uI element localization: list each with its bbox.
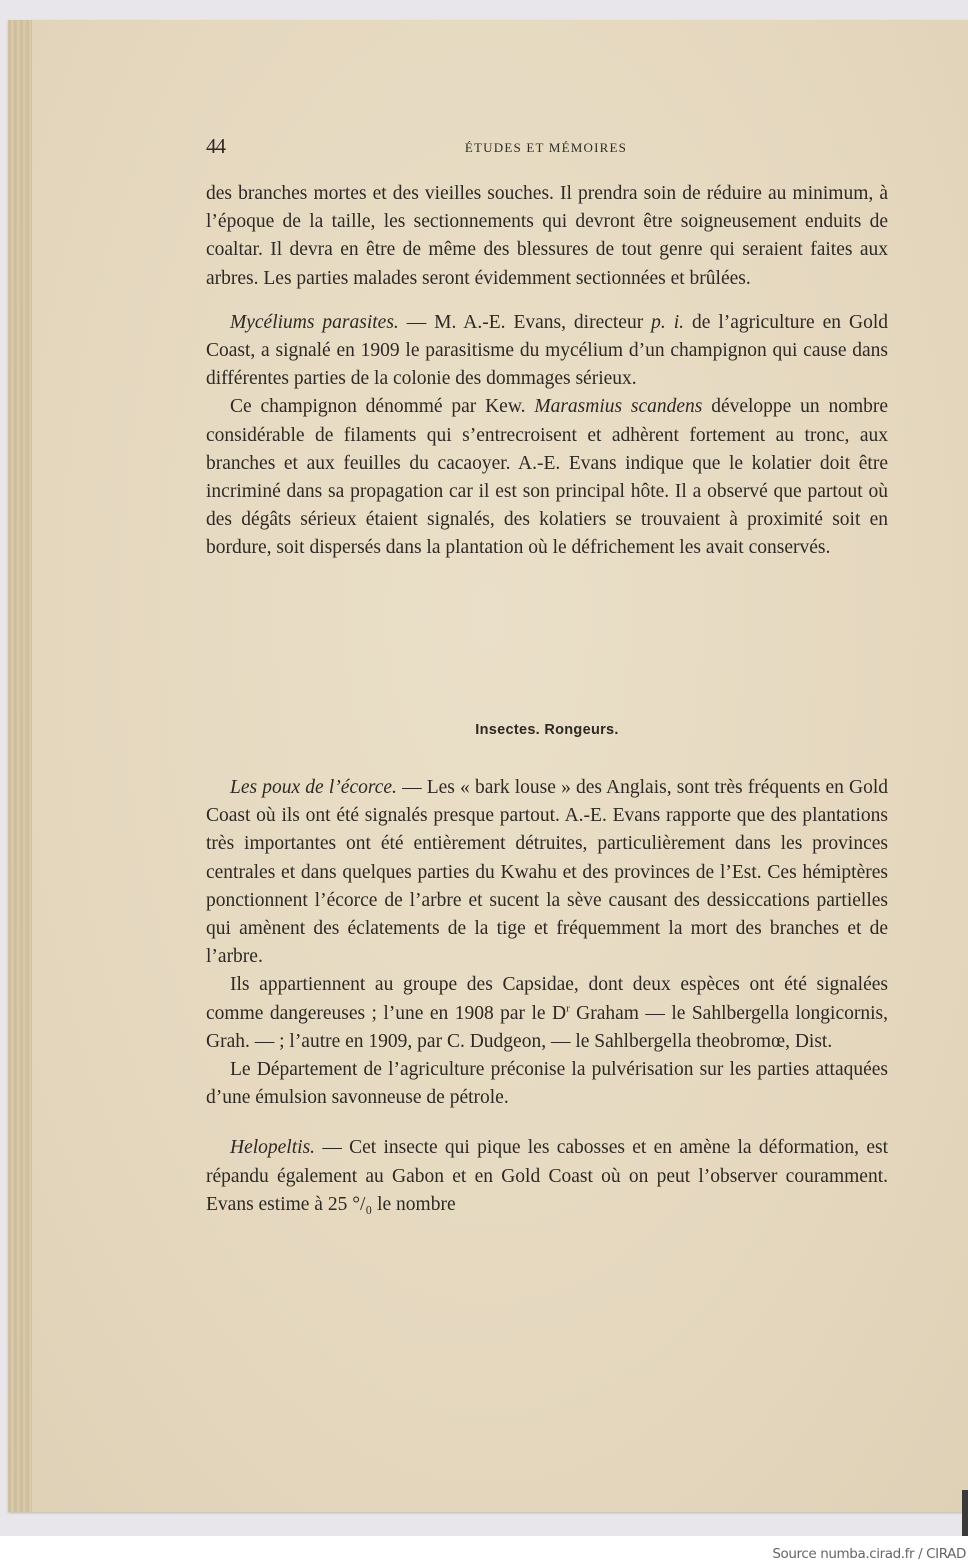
mycelium-title: Mycéliums parasites. xyxy=(230,311,399,333)
bark-louse-title: Les poux de l’écorce. xyxy=(230,777,397,798)
paragraph-helopeltis: Helopeltis. — Cet insecte qui pique les cabosses et en amène la déformation, est répandu également au Gabon et en Gold Coast où on peut l’observer couramment. Evans estime à 25 °/₀ le nombre xyxy=(206,1137,888,1215)
page-number: 44 xyxy=(206,134,225,158)
running-head xyxy=(206,134,886,158)
paragraph-pruning: des branches mortes et des vieilles souches. Il prendra soin de réduire au minimum, à l’époque de la taille, les sectionnements qui devront être soigneusement enduits de coaltar. Il devra en être de même des blessures de tout genre qui seraient faites aux arbres. Les parties malades seront évidemment sectionnées et brûlées. xyxy=(206,183,888,289)
paragraph-mycelium-2: Ce champignon dénommé par Kew. Marasmius scandens développe un nombre considérable de filaments qui s’entrecroisent et adhèrent fortement au tronc, aux branches et aux feuilles du cacaoyer. A.-E. Evans indique que le kolatier doit être incriminé dans sa propagation car il est son principal hôte. Il a observé que partout où des dégâts sérieux étaient signalés, des kolatiers se trouvaient à proximité soit en bordure, soit dispersés dans la plantation où le défrichement les avait conservés. xyxy=(206,396,889,559)
binding-shadow xyxy=(962,1490,968,1536)
helopeltis-title: Helopeltis. xyxy=(230,1137,316,1159)
paragraph-bark-louse: Les poux de l’écorce. — Les « bark louse » des Anglais, sont très fréquents en Gold Coast où ils ont été signalés presque partout. A.-E. Evans rapporte que des plantations très importantes ont été entièrement détruites, particulièrement dans les provinces centrales et dans quelques parties du Kwahu et des provinces de l’Est. Ces hémiptères ponctionnent l’écorce de l’arbre et sucent la sève causant des dessiccations partielles qui amènent des éclatements de la tige et fréquemment la mort des branches et de l’arbre. xyxy=(206,777,889,968)
paragraph-capsidae: Ils appartiennent au groupe des Capsidae, dont deux espèces ont été signalées comme dangereuses ; l’une en 1908 par le $D^r$ Graham — le Sahlbergella longicornis, Grah. — ; l’autre en 1909, par C. Dudgeon, — le Sahlbergella theobromœ, Dist. xyxy=(206,974,888,1052)
body-text-bottom xyxy=(206,774,888,1219)
source-credit: Source numba.cirad.fr / CIRAD xyxy=(772,1546,966,1562)
section-heading: Insectes. Rongeurs. xyxy=(475,722,619,738)
running-title: ÉTUDES ET MÉMOIRES xyxy=(464,140,628,155)
paragraph-mycelium-1: Mycéliums parasites. — M. A.-E. Evans, directeur p. i. de l’agriculture en Gold Coast, a signalé en 1909 le parasitisme du mycélium d’un champignon qui cause dans différentes parties de la colonie des dommages sérieux. xyxy=(206,311,888,390)
body-text-top xyxy=(206,180,888,563)
paragraph-treatment: Le Département de l’agriculture préconise la pulvérisation sur les parties attaquées d’une émulsion savonneuse de pétrole. xyxy=(206,1059,888,1109)
page-edge-stack xyxy=(8,20,32,1512)
